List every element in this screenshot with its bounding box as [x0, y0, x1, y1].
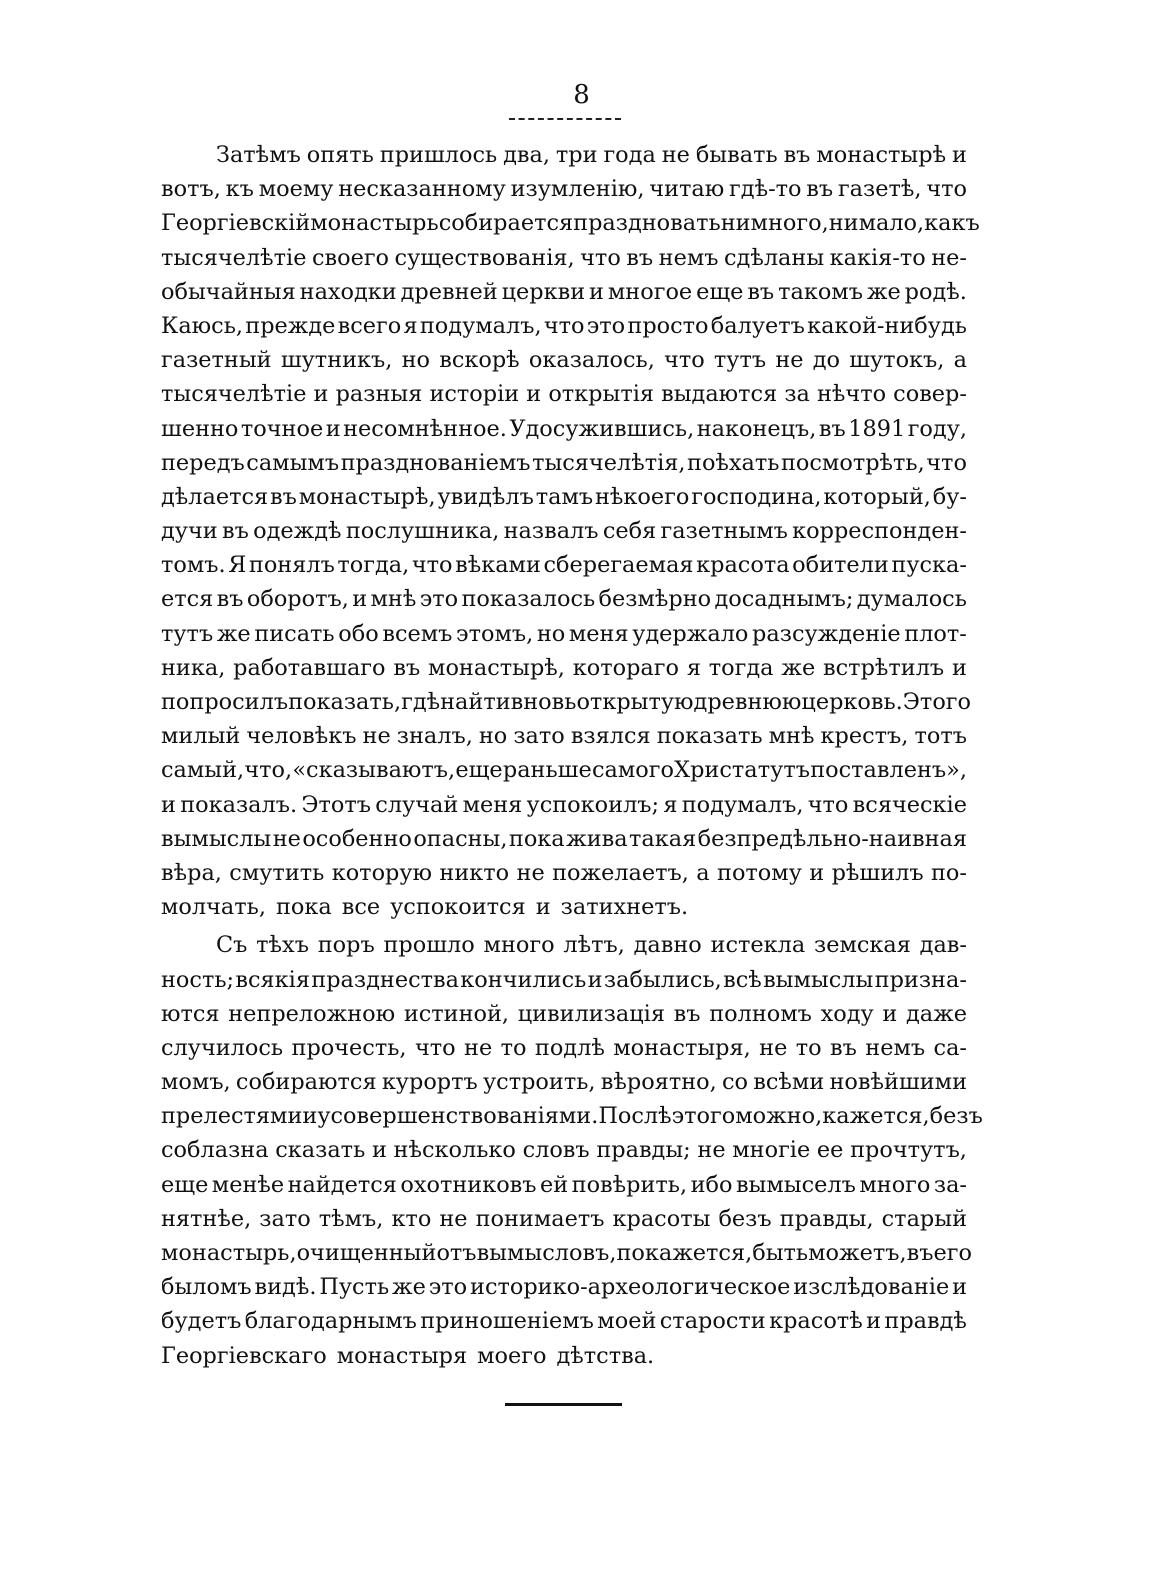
text-line: передъ самымъ празднованіемъ тысячелѣтія, поѣхать посмотрѣть, что [161, 449, 967, 476]
paragraph [161, 928, 983, 1372]
body-text [161, 138, 983, 1373]
text-line: вотъ, къ моему несказанному изумленію, читаю гдѣ-то въ газетѣ, что [161, 176, 967, 203]
text-line: Каюсь, прежде всего я подумалъ, что это просто балуетъ какой-нибудь [161, 312, 967, 339]
text-line: Георгіевскій монастырь собирается праздновать ни много, ни мало, какъ [161, 210, 980, 237]
text-line: ника, работавшаго въ монастырѣ, котораго я тогда же встрѣтилъ и [161, 654, 967, 681]
text-line: случилось прочесть, что не то подлѣ монастыря, не то въ немъ са- [161, 1034, 967, 1061]
text-line: Съ тѣхъ поръ прошло много лѣтъ, давно истекла земская дав- [216, 932, 967, 959]
text-line: и показалъ. Этотъ случай меня успокоилъ; я подумалъ, что всяческіе [161, 791, 967, 818]
text-line: тутъ же писать обо всемъ этомъ, но меня удержало разсужденіе плот- [161, 620, 967, 647]
text-line: томъ. Я понялъ тогда, что вѣками сберегаемая красота обители пуска- [161, 552, 967, 579]
text-line: попросилъ показать, гдѣ найти вновь открытую древнюю церковь. Этого [161, 689, 972, 715]
text-line: нятнѣе, зато тѣмъ, кто не понимаетъ красоты безъ правды, старый [161, 1205, 967, 1232]
text-line: шенно точное и несомнѣнное. Удосужившись, наконецъ, въ 1891 году, [161, 415, 967, 442]
text-line: еще менѣе найдется охотниковъ ей повѣрить, ибо вымыселъ много за- [161, 1171, 967, 1198]
text-line: быломъ видѣ. Пусть же это историко-археологическое изслѣдованіе и [161, 1274, 967, 1301]
text-line: самый, что, «сказываютъ, еще раньше самого Христа тутъ поставленъ», [161, 757, 967, 784]
text-line: вымыслы не особенно опасны, пока жива такая безпредѣльно-наивная [161, 825, 967, 852]
text-line: Затѣмъ опять пришлось два, три года не бывать въ монастырѣ и [216, 142, 967, 168]
text-line: момъ, собираются курортъ устроить, вѣроятно, со всѣми новѣйшими [161, 1069, 967, 1096]
paragraph [161, 138, 980, 924]
text-line: дучи въ одеждѣ послушника, назвалъ себя газетнымъ корреспонден- [161, 518, 967, 545]
text-line: Георгіевскаго монастыря моего дѣтства. [161, 1342, 655, 1369]
text-line: тысячелѣтіе своего существованія, что въ немъ сдѣланы какія-то не- [161, 244, 967, 271]
text-line: ность; всякія празднества кончились и забылись, всѣ вымыслы призна- [161, 966, 967, 993]
text-line: дѣлается въ монастырѣ, увидѣлъ тамъ нѣкоего господина, который, бу- [161, 483, 967, 510]
text-line: ются непреложною истиной, цивилизація въ полномъ ходу и даже [161, 1000, 967, 1027]
text-line: молчать, пока все успокоится и затихнетъ. [161, 894, 689, 921]
page-number: 8 [573, 80, 590, 110]
text-line: тысячелѣтіе и разныя исторіи и открытія выдаются за нѣчто совер- [161, 381, 967, 408]
end-rule [505, 1403, 622, 1406]
text-line: прелестями и усовершенствованіями. Послѣ этого можно, кажется, безъ [161, 1103, 983, 1130]
text-line: будетъ благодарнымъ приношеніемъ моей старости красотѣ и правдѣ [161, 1308, 967, 1335]
text-line: газетный шутникъ, но вскорѣ оказалось, что тутъ не до шутокъ, а [161, 347, 967, 374]
text-line: обычайныя находки древней церкви и многое еще въ такомъ же родѣ. [161, 278, 967, 305]
text-line: монастырь, очищенный отъ вымысловъ, покажется, быть можетъ, въ его [161, 1240, 972, 1266]
header-rule [509, 118, 621, 120]
text-line: вѣра, смутить которую никто не пожелаетъ, а потому и рѣшилъ по- [161, 859, 967, 886]
text-line: соблазна сказать и нѣсколько словъ правды; не многіе ее прочтутъ, [161, 1137, 967, 1164]
text-line: милый человѣкъ не зналъ, но зато взялся показать мнѣ крестъ, тотъ [161, 723, 967, 750]
text-line: ется въ оборотъ, и мнѣ это показалось безмѣрно досаднымъ; думалось [161, 586, 967, 613]
